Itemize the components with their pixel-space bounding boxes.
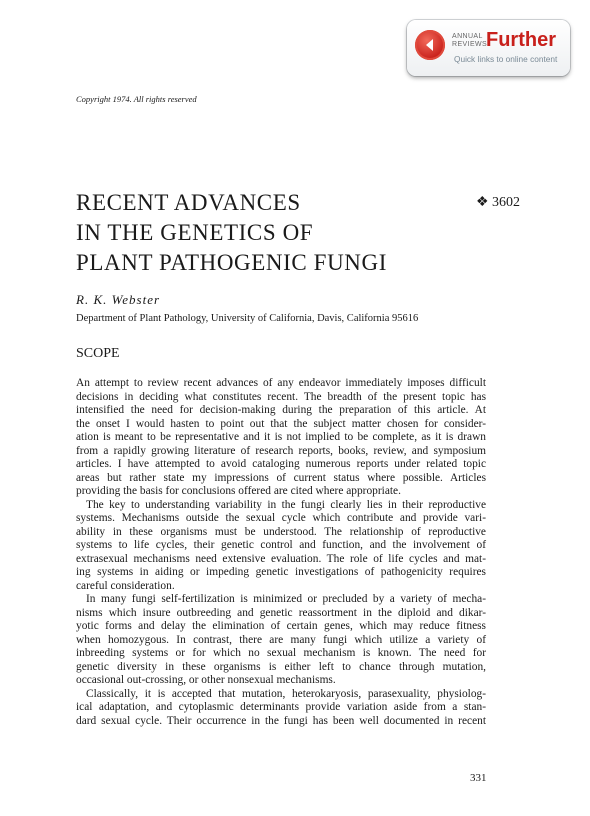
body-line: careful consideration. <box>76 579 175 592</box>
body-line: articles. I have attempted to avoid cataloging numerous reports under related topic <box>76 458 486 470</box>
body-line: ation is meant to be representative and it is not implied to be complete, as it is drawn <box>76 431 486 443</box>
body-line: extrasexual mechanisms need extensive evaluation. The role of life cycles and mat- <box>76 552 486 565</box>
body-line: The key to understanding variability in the fungi clearly lies in their reproductive <box>86 498 486 511</box>
author-name: R. K. Webster <box>76 292 161 307</box>
body-line: ability in these organisms must be understood. The relationship of reproductive <box>76 525 486 538</box>
article-title <box>76 188 456 278</box>
body-line: dard sexual cycle. Their occurrence in the fungi has been well documented in recent <box>76 714 486 727</box>
further-label: Further <box>486 29 556 51</box>
body-text <box>76 377 486 728</box>
body-line: intensified the need for decision-making during the preparation of this article. At <box>76 404 486 416</box>
document-number: ❖ 3602 <box>476 195 521 210</box>
arrow-left-icon <box>415 30 445 60</box>
body-line: from a rapidly growing literature of research reports, books, review, and symposium <box>76 444 486 457</box>
body-line: ing systems in aiding or impeding genetic investigations of pathogenicity requires <box>76 566 486 578</box>
annual-label: ANNUAL <box>452 33 483 40</box>
title-line: PLANT PATHOGENIC FUNGI <box>76 250 387 275</box>
body-line: An attempt to review recent advances of any endeavor immediately imposes difficult <box>76 377 486 389</box>
title-line: RECENT ADVANCES <box>76 190 301 215</box>
body-line: yotic forms and delay the elimination of certain genes, which may reduce fitness <box>76 620 486 632</box>
author-affiliation: Department of Plant Pathology, University of California, Davis, California 95616 <box>76 313 419 324</box>
body-line: inbreeding systems or for which no sexual mechanism is known. The need for <box>76 647 486 659</box>
copyright-notice: Copyright 1974. All rights reserved <box>76 94 197 104</box>
further-badge-link[interactable] <box>407 20 570 76</box>
body-line: ical adaptation, and cytoplasmic determinants provide variation aside from a stan- <box>76 701 486 713</box>
body-line: systems to life cycles, their genetic control and function, and the involvement of <box>76 539 486 551</box>
body-line: areas but rather state my impressions of current status where possible. Articles <box>76 471 486 484</box>
body-line: genetic diversity in these organisms is either left to chance through mutation, <box>76 660 486 673</box>
reviews-label: REVIEWS <box>452 41 488 48</box>
body-line: In many fungi self-fertilization is minimized or precluded by a variety of mecha- <box>86 593 486 605</box>
body-line: the onset I would hasten to point out that the subject matter chosen for consider- <box>76 417 486 430</box>
body-line: occasional out-crossing, or other nonsexual mechanisms. <box>76 674 336 686</box>
title-line: IN THE GENETICS OF <box>76 220 314 245</box>
section-heading: SCOPE <box>76 346 120 361</box>
body-line: systems. Mechanisms outside the sexual cycle which contribute and provide vari- <box>76 512 486 524</box>
body-line: when homozygous. In contrast, there are many fungi which utilize a variety of <box>76 633 486 646</box>
quick-links-label: Quick links to online content <box>454 54 558 64</box>
body-line: decisions in deciding what constitutes recent. The breadth of the present topic has <box>76 390 486 403</box>
body-line: providing the basis for conclusions offered are cited where appropriate. <box>76 485 401 497</box>
body-line: Classically, it is accepted that mutation, heterokaryosis, parasexuality, physiolog- <box>86 687 486 700</box>
annual-reviews-logo-text <box>452 33 487 49</box>
body-line: nisms which insure outbreeding and genetic reassortment in the diploid and dikar- <box>76 606 486 619</box>
page-number: 331 <box>470 772 487 784</box>
